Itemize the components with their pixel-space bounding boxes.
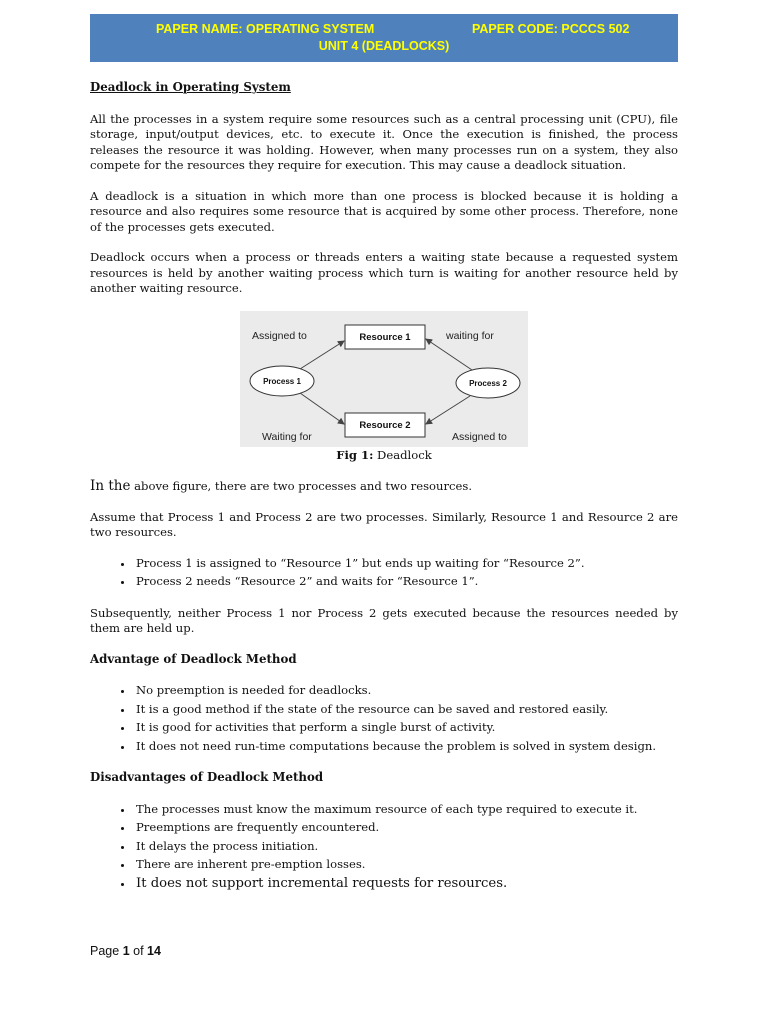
waiting-for-right-label: waiting for — [446, 329, 494, 342]
deadlock-diagram — [240, 311, 528, 447]
assigned-to-right-label: Assigned to — [452, 430, 507, 443]
list-item: • Process 1 is assigned to “Resource 1” but ends up waiting for “Resource 2”. — [134, 556, 678, 572]
list-item: • Process 2 needs “Resource 2” and waits for “Resource 1”. — [134, 574, 678, 590]
list-item: • It is good for activities that perform a single burst of activity. — [134, 720, 678, 736]
unit-title: UNIT 4 (DEADLOCKS) — [318, 39, 450, 53]
document-title: Deadlock in Operating System — [90, 80, 291, 94]
paragraph-subsequently: Subsequently, neither Process 1 nor Process 2 gets executed because the resources needed by them are held up. — [90, 605, 678, 635]
paragraph-occurrence: Deadlock occurs when a process or threads enters a waiting state because a requested system resources is held by another waiting process which turn is waiting for another resource held by another waiting resource. — [90, 250, 678, 295]
arrow-p2-to-r1 — [426, 339, 472, 370]
process-1-label: Process 1 — [263, 376, 301, 386]
advantages-heading: Advantage of Deadlock Method — [90, 651, 297, 666]
resource-2-label: Resource 2 — [359, 419, 411, 431]
arrow-p1-to-r1 — [300, 341, 344, 369]
total-page-count: 14 — [147, 944, 161, 958]
document-body — [90, 80, 678, 907]
page-footer — [90, 944, 161, 958]
paragraph-intro: All the processes in a system require some resources such as a central processing unit (CPU), file storage, input/output devices, etc. to execute it. Once the execution is finished, the process releases the resource it was holding. However, when many processes run on a system, they also compete for the resources they require for execution. This may cause a deadlock situation. — [90, 111, 678, 172]
list-item: • Preemptions are frequently encountered. — [134, 820, 678, 836]
paper-code: PAPER CODE: PCCCS 502 — [472, 22, 630, 36]
current-page-number: 1 — [122, 944, 130, 958]
list-item: • No preemption is needed for deadlocks. — [134, 683, 678, 699]
arrow-p1-to-r2 — [300, 393, 344, 424]
figure-caption-text: Deadlock — [377, 447, 432, 462]
page-header — [90, 14, 678, 62]
of-word: of — [133, 944, 144, 958]
figure-caption-label: Fig 1: — [336, 447, 374, 462]
list-item: • It is a good method if the state of the resource can be saved and restored easily. — [134, 702, 678, 718]
assigned-to-left-label: Assigned to — [252, 329, 307, 342]
disadvantages-heading: Disadvantages of Deadlock Method — [90, 770, 324, 784]
paragraph-assume: Assume that Process 1 and Process 2 are two processes. Similarly, Resource 1 and Resource 2 are two resources. — [90, 509, 678, 539]
list-item: • It does not support incremental requests for resources. — [134, 876, 678, 892]
advantages-list — [90, 683, 678, 754]
waiting-for-left-label: Waiting for — [262, 430, 312, 443]
list-item: • It does not need run-time computations because the problem is solved in system design. — [134, 739, 678, 755]
disadvantages-list — [90, 802, 678, 892]
list-item: • It delays the process initiation. — [134, 839, 678, 855]
paragraph-definition: A deadlock is a situation in which more than one process is blocked because it is holding a resource and also requires some resource that is acquired by some other process. Therefore, none of the processes gets executed. — [90, 188, 678, 234]
deadlock-diagram-svg — [240, 311, 528, 447]
list-item: • The processes must know the maximum resource of each type required to execute it. — [134, 802, 678, 818]
figure-caption — [90, 448, 678, 464]
paper-name: PAPER NAME: OPERATING SYSTEM — [156, 22, 375, 36]
resource-1-label: Resource 1 — [359, 331, 411, 343]
page-word: Page — [90, 944, 120, 958]
figure-explanation-list — [90, 556, 678, 590]
paragraph-figure-intro — [90, 479, 678, 495]
paragraph-figure-intro-rest: above figure, there are two processes and two resources. — [134, 479, 473, 493]
process-2-label: Process 2 — [469, 378, 507, 388]
list-item: • There are inherent pre-emption losses. — [134, 857, 678, 873]
arrow-p2-to-r2 — [426, 396, 470, 424]
paragraph-figure-intro-lead: In the — [90, 478, 131, 494]
